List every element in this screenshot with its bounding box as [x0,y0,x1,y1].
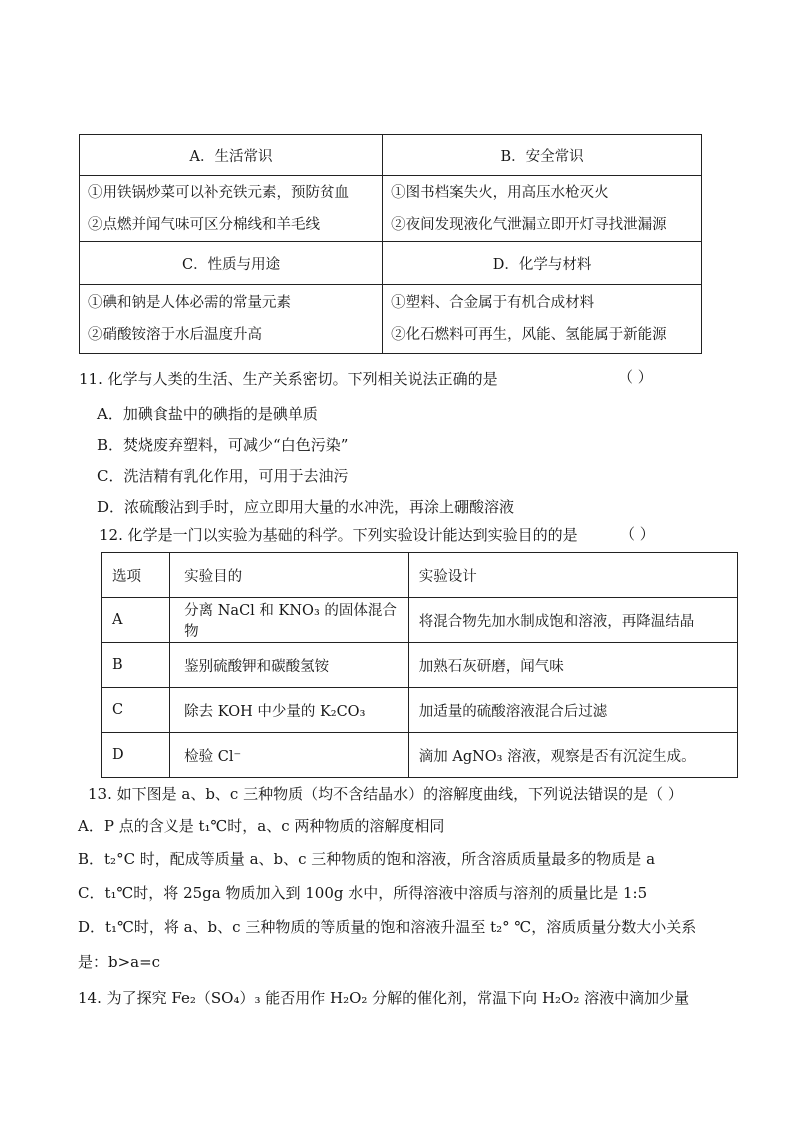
D-item-2: ②化石燃料可再生，风能、氢能属于新能源 [391,327,667,343]
q13-option-d-line1: D．t₁℃时，将 a、b、c 三种物质的等质量的饱和溶液升温至 t₂° ℃，溶质质量分数大小关系 [78,918,697,936]
cell-C-body [80,285,383,354]
row-b-design: 加熟石灰研磨，闻气味 [408,643,737,688]
q11-option-a: A．加碘食盐中的碘指的是碘单质 [97,405,318,423]
q13-option-a: A．P 点的含义是 t₁℃时，a、c 两种物质的溶解度相同 [78,817,445,835]
C-item-2: ②硝酸铵溶于水后温度升高 [88,327,262,343]
row-a-design: 将混合物先加水制成饱和溶液，再降温结晶 [408,598,737,643]
A-item-1: ①用铁锅炒菜可以补充铁元素，预防贫血 [88,184,349,201]
q11-option-c: C．洗洁精有乳化作用，可用于去油污 [97,467,349,485]
row-a-option: A [102,598,170,643]
D-item-1: ①塑料、合金属于有机合成材料 [391,295,595,311]
B-item-1: ①图书档案失火，用高压水枪灭火 [391,184,609,201]
cell-C-title: C．性质与用途 [80,242,383,285]
q11-stem [79,368,498,389]
experiment-table [101,552,738,778]
q14-stem: 14. 为了探究 Fe₂（SO₄）₃ 能否用作 H₂O₂ 分解的催化剂，常温下向 H₂O₂ 溶液中滴加少量 [78,989,690,1007]
q12-stem: 12. 化学是一门以实验为基础的科学。下列实验设计能达到实验目的的是 [99,526,578,544]
row-c-option: C [102,688,170,733]
q11-option-d: D．浓硫酸沾到手时，应立即用大量的水冲洗，再涂上硼酸溶液 [97,498,515,516]
q11-stem-text: 11. 化学与人类的生活、生产关系密切。下列相关说法正确的是 [79,370,498,388]
q13-stem: 13. 如下图是 a、b、c 三种物质（均不含结晶水）的溶解度曲线，下列说法错误的是（ ） [88,785,683,803]
header-purpose: 实验目的 [170,553,409,598]
q13-option-d-line2: 是：b>a=c [78,953,161,971]
cell-D-body [383,285,702,354]
q13-option-c: C．t₁℃时，将 25ga 物质加入到 100g 水中，所得溶液中溶质与溶剂的质量比是 1:5 [78,884,648,902]
row-d-design: 滴加 AgNO₃ 溶液，观察是否有沉淀生成。 [408,733,737,778]
knowledge-table [79,134,702,354]
table-row [102,733,738,778]
row-c-purpose: 除去 KOH 中少量的 K₂CO₃ [170,688,409,733]
q12-answer-paren: （ ） [620,525,655,543]
cell-A-title: A．生活常识 [80,135,383,176]
table-header-row [102,553,738,598]
header-option: 选项 [102,553,170,598]
B-item-2: ②夜间发现液化气泄漏立即开灯寻找泄漏源 [391,216,667,233]
row-a-purpose: 分离 NaCl 和 KNO₃ 的固体混合物 [170,598,409,643]
table-row [102,598,738,643]
row-d-purpose: 检验 Cl⁻ [170,733,409,778]
q11-option-b: B．焚烧废弃塑料，可减少“白色污染” [97,436,349,454]
row-b-option: B [102,643,170,688]
q13-option-b: B．t₂°C 时，配成等质量 a、b、c 三种物质的饱和溶液，所含溶质质量最多的物质是 a [78,850,656,868]
cell-B-title: B．安全常识 [383,135,702,176]
cell-A-body [80,176,383,242]
C-item-1: ①碘和钠是人体必需的常量元素 [88,295,291,311]
header-design: 实验设计 [408,553,737,598]
A-item-2: ②点燃并闻气味可区分棉线和羊毛线 [88,216,320,233]
row-b-purpose: 鉴别硫酸钾和碳酸氢铵 [170,643,409,688]
row-c-design: 加适量的硫酸溶液混合后过滤 [408,688,737,733]
table-row [102,688,738,733]
table-row [102,643,738,688]
q11-answer-paren: （ ） [618,368,653,386]
cell-D-title: D．化学与材料 [383,242,702,285]
row-d-option: D [102,733,170,778]
cell-B-body [383,176,702,242]
